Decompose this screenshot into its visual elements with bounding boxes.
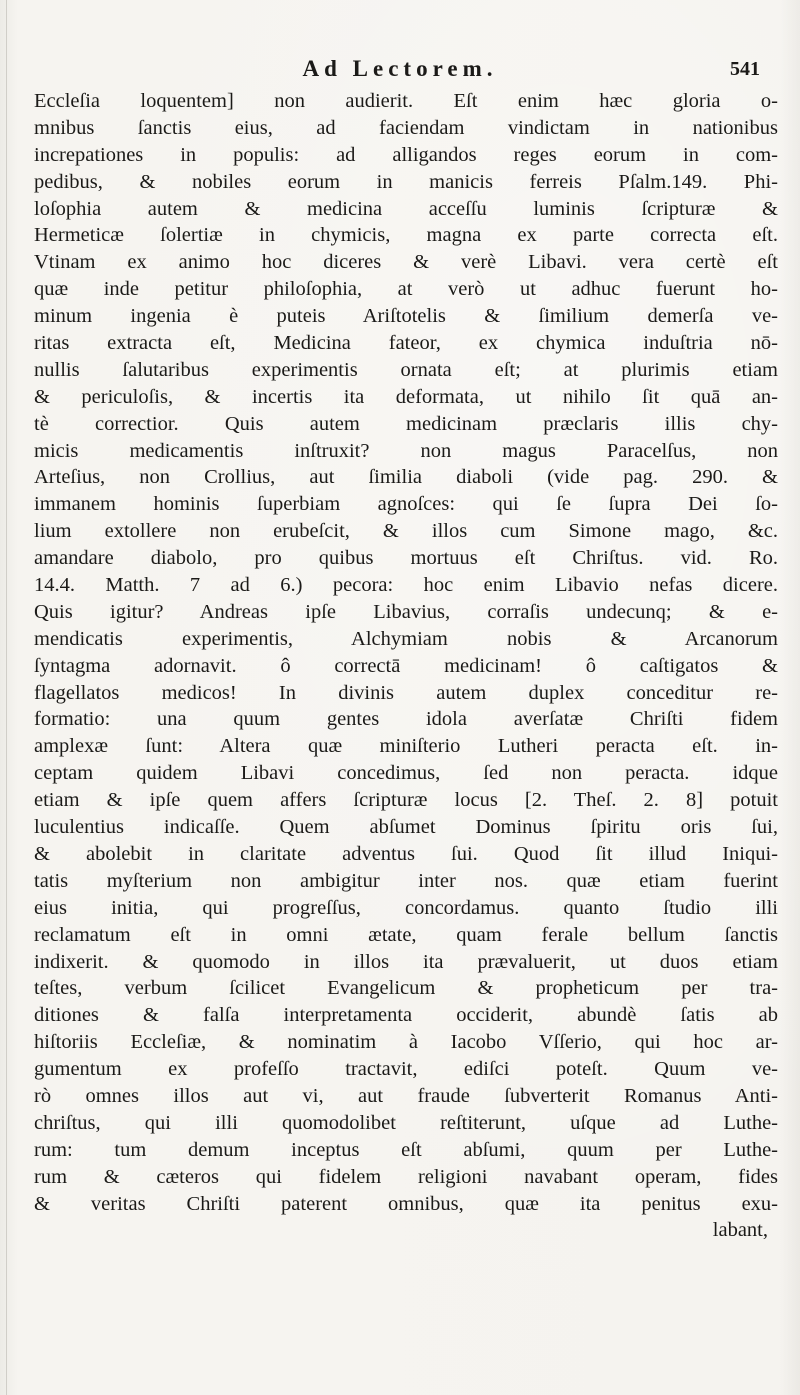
text-line: teſtes, verbum ſcilicet Evangelicum & propheticum per tra- [34,977,778,1000]
text-line: flagellatos medicos! In divinis autem duplex conceditur re- [34,681,778,704]
text-line: nullis ſalutaribus experimentis ornata eſt; at plurimis etiam [34,358,778,381]
text-line: pedibus, & nobiles eorum in manicis ferreis Pſalm.149. Phi- [34,170,778,193]
text-line: ſyntagma adornavit. ô correctā medicinam! ô caſtigatos & [34,654,778,677]
text-line: tatis myſterium non ambigitur inter nos. quæ etiam fuerint [34,869,778,892]
text-line: hiſtoriis Eccleſiæ, & nominatim à Iacobo Vſſerio, qui hoc ar- [34,1031,778,1054]
text-line: mendicatis experimentis, Alchymiam nobis & Arcanorum [34,627,778,650]
text-line: lium extollere non erubeſcit, & illos cum Simone mago, &c. [34,520,778,543]
text-line: & periculoſis, & incertis ita deformata, ut nihilo ſit quā an- [34,385,778,408]
text-line: immanem hominis ſuperbiam agnoſces: qui ſe ſupra Dei ſo- [34,493,778,516]
text-line: rum & cæteros qui fidelem religioni navabant operam, fides [34,1165,778,1188]
text-line: Eccleſia loquentem] non audierit. Eſt enim hæc gloria o- [34,90,778,112]
text-line: mnibus ſanctis eius, ad faciendam vindictam in nationibus [34,116,778,139]
text-line: ceptam quidem Libavi concedimus, ſed non peracta. idque [34,762,778,785]
text-line: Vtinam ex animo hoc diceres & verè Libavi. vera certè eſt [34,251,778,274]
text-line: etiam & ipſe quem affers ſcripturæ locus [2. Theſ. 2. 8] potuit [34,789,778,812]
text-line: eius initia, qui progreſſus, concordamus. quanto ſtudio illi [34,896,778,919]
text-line: quæ inde petitur philoſophia, at verò ut adhuc fuerunt ho- [34,278,778,301]
text-line: Quis igitur? Andreas ipſe Libavius, corraſis undecunq; & e- [34,600,778,623]
text-line: Arteſius, non Crollius, aut ſimilia diaboli (vide pag. 290. & [34,466,778,489]
text-line: & veritas Chriſti paterent omnibus, quæ ita penitus exu- [34,1192,778,1215]
text-line: gumentum ex profeſſo tractavit, ediſci poteſt. Quum ve- [34,1058,778,1081]
text-line: rò omnes illos aut vi, aut fraude ſubverterit Romanus Anti- [34,1084,778,1107]
text-line: formatio: una quum gentes idola averſatæ Chriſti fidem [34,708,778,731]
text-line: chriſtus, qui illi quomodolibet reſtiterunt, uſque ad Luthe- [34,1111,778,1134]
text-line: ditiones & falſa interpretamenta occiderit, abundè ſatis ab [34,1004,778,1027]
text-line: Hermeticæ ſolertiæ in chymicis, magna ex parte correcta eſt. [34,224,778,247]
body-text [34,88,778,1244]
text-line: micis medicamentis inſtruxit? non magus Paracelſus, non [34,439,778,462]
text-line: amandare diabolo, pro quibus mortuus eſt Chriſtus. vid. Ro. [34,547,778,570]
running-head: Ad Lectorem. [302,56,498,81]
text-line: luculentius indicaſſe. Quem abſumet Dominus ſpiritu oris ſui, [34,816,778,839]
text-line: tè correctior. Quis autem medicinam præclaris illis chy- [34,412,778,435]
text-line: indixerit. & quomodo in illos ita prævaluerit, ut duos etiam [34,950,778,973]
page-number: 541 [730,58,760,80]
text-line: 14.4. Matth. 7 ad 6.) pecora: hoc enim Libavio nefas dicere. [34,574,778,597]
text-line: increpationes in populis: ad alligandos reges eorum in com- [34,143,778,166]
text-line: loſophia autem & medicina acceſſu luminis ſcripturæ & [34,197,778,220]
text-line: amplexæ ſunt: Altera quæ miniſterio Lutheri peracta eſt. in- [34,735,778,758]
text-line: & abolebit in claritate adventus ſui. Quod ſit illud Iniqui- [34,842,778,865]
catchword: labant, [712,1219,768,1242]
text-line: ritas extracta eſt, Medicina fateor, ex chymica induſtria nō- [34,332,778,355]
page-header [40,56,760,86]
page-gutter-line [6,0,7,1395]
text-line: rum: tum demum inceptus eſt abſumi, quum per Luthe- [34,1138,778,1161]
text-line: minum ingenia è puteis Ariſtotelis & ſimilium demerſa ve- [34,305,778,328]
text-line: reclamatum eſt in omni ætate, quam ferale bellum ſanctis [34,923,778,946]
